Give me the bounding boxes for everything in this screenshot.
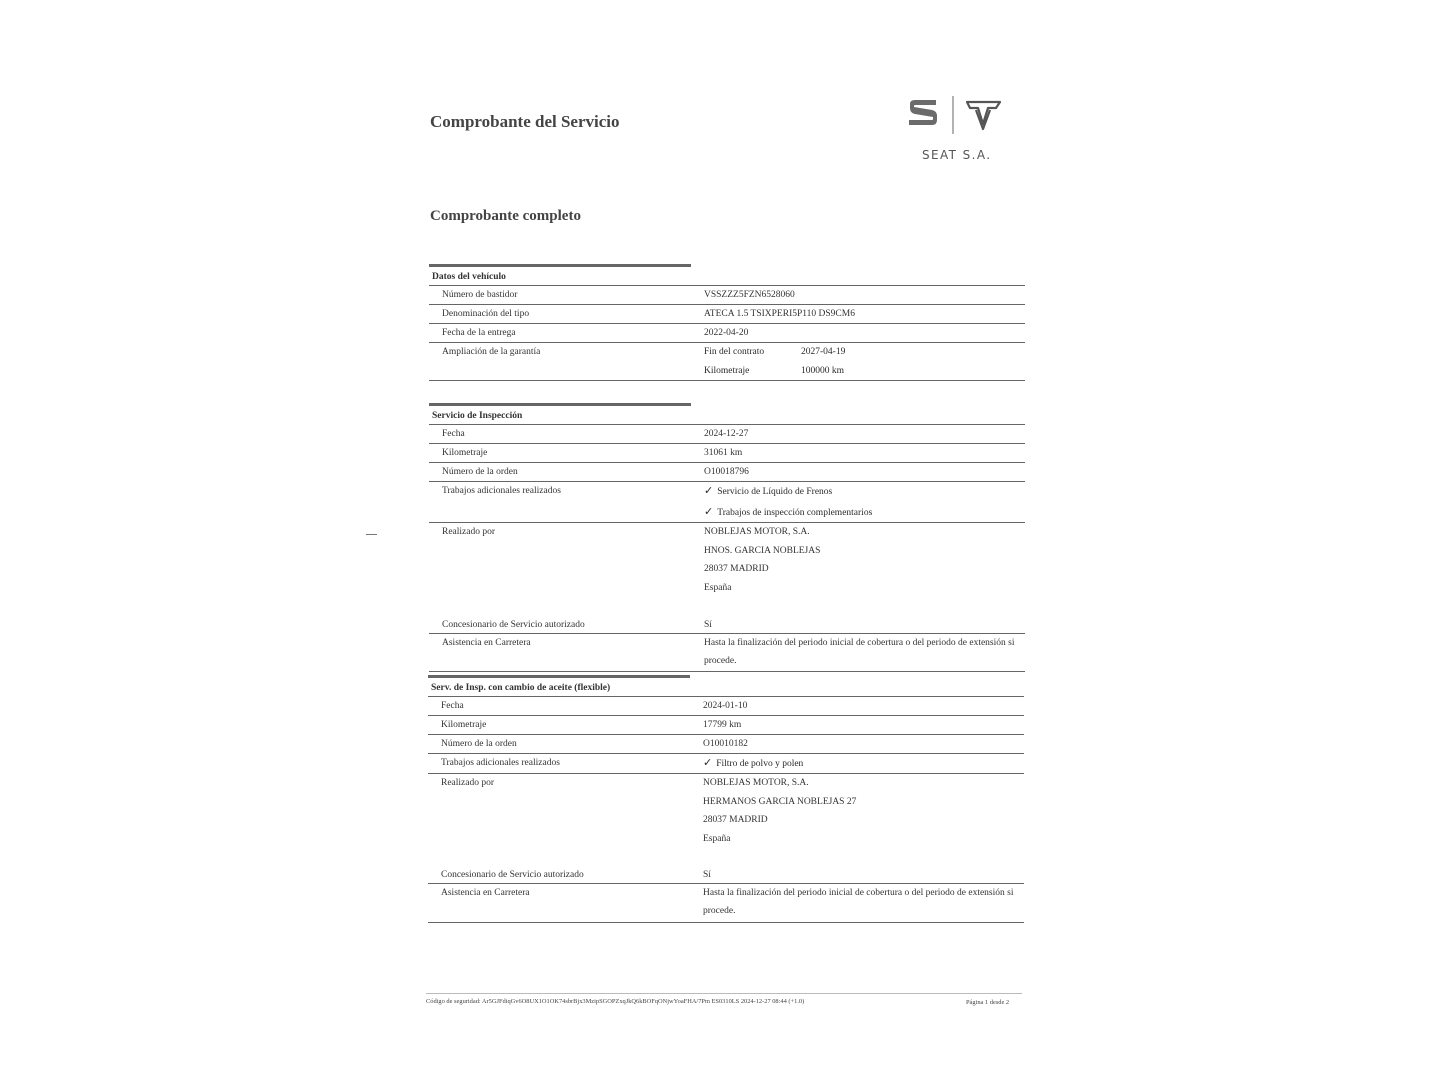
table-row <box>429 523 1025 616</box>
row-label: Realizado por <box>441 778 495 788</box>
address-line: 28037 MADRID <box>704 564 769 575</box>
table-row <box>429 343 1025 381</box>
km-value: 17799 km <box>703 720 742 730</box>
type-value: ATECA 1.5 TSIXPERI5P110 DS9CM6 <box>704 309 855 319</box>
list-item <box>704 484 1025 505</box>
address-line: España <box>703 834 731 845</box>
table-row <box>429 425 1025 444</box>
security-code: Código de seguridad: Ar5GJFdiqGv6O8UX1O1OK74sbrBjx3MzipSGOPZxqJkQ6kBOFqONjwYoaFHA/7Pm ES0310LS 2024-12-27 08:44 (+1.0) <box>426 998 805 1005</box>
table-row <box>428 716 1024 735</box>
page-number: Página 1 desde 2 <box>966 999 1010 1006</box>
table-row <box>429 482 1025 523</box>
section-header <box>429 403 1025 425</box>
km-value: 31061 km <box>704 448 743 458</box>
table-row <box>429 463 1025 482</box>
vehicle-section <box>429 264 1025 381</box>
table-row <box>428 735 1024 754</box>
date-value: 2024-12-27 <box>704 429 749 439</box>
date-value: 2024-01-10 <box>703 701 748 711</box>
row-label: Kilometraje <box>441 720 487 730</box>
row-label: Asistencia en Carretera <box>441 888 530 898</box>
table-row <box>429 286 1025 305</box>
table-row <box>428 697 1024 716</box>
row-label: Fecha <box>441 701 464 711</box>
address-line: NOBLEJAS MOTOR, S.A. <box>703 778 809 788</box>
row-label: Ampliación de la garantía <box>442 347 541 357</box>
brand-name: SEAT S.A. <box>922 148 992 162</box>
row-label: Número de bastidor <box>442 290 518 300</box>
section-heading: Serv. de Insp. con cambio de aceite (flexible) <box>431 683 611 693</box>
order-value: O10010182 <box>703 739 748 749</box>
address-line: España <box>704 583 732 594</box>
mileage-label: Kilometraje <box>704 365 750 376</box>
check-icon: ✓ <box>704 484 714 497</box>
row-label: Concesionario de Servicio autorizado <box>441 870 584 880</box>
table-row <box>429 634 1025 672</box>
address-line: HERMANOS GARCIA NOBLEJAS 27 <box>703 796 857 807</box>
row-label: Número de la orden <box>442 467 518 477</box>
assist-value: Hasta la finalización del periodo inicial de cobertura o del periodo de extensión si procede. <box>704 638 1015 666</box>
row-label: Trabajos adicionales realizados <box>441 758 560 768</box>
dealer-value: Sí <box>704 620 712 630</box>
table-row <box>429 616 1025 634</box>
contract-end-value: 2027-04-19 <box>801 347 846 357</box>
dealer-value: Sí <box>703 870 711 880</box>
oil-service-section <box>428 675 1024 923</box>
order-value: O10018796 <box>704 467 749 477</box>
address-line: NOBLEJAS MOTOR, S.A. <box>704 527 810 537</box>
table-row <box>429 305 1025 324</box>
row-label: Concesionario de Servicio autorizado <box>442 620 585 630</box>
address-line: 28037 MADRID <box>703 815 768 826</box>
extra-work: Servicio de Líquido de Frenos <box>717 487 833 497</box>
extra-work: Filtro de polvo y polen <box>716 759 804 769</box>
footer-divider <box>426 993 1022 994</box>
cupra-logo-icon <box>967 102 1000 129</box>
check-icon: ✓ <box>704 504 714 518</box>
row-label: Fecha <box>442 429 465 439</box>
document-subtitle: Comprobante completo <box>430 208 581 224</box>
section-heading: Datos del vehículo <box>432 272 506 282</box>
table-row <box>429 444 1025 463</box>
inspection-section <box>429 403 1025 672</box>
table-row <box>428 884 1024 923</box>
check-icon: ✓ <box>703 756 713 769</box>
vin-value: VSSZZZ5FZN6528060 <box>704 290 795 300</box>
table-row <box>428 754 1024 774</box>
row-label: Número de la orden <box>441 739 517 749</box>
scan-mark <box>366 534 377 535</box>
mileage-value: 100000 km <box>801 365 845 376</box>
row-label: Realizado por <box>442 527 496 537</box>
row-label: Kilometraje <box>442 448 488 458</box>
extra-work: Trabajos de inspección complementarios <box>717 507 873 518</box>
section-heading: Servicio de Inspección <box>432 411 523 421</box>
row-label: Asistencia en Carretera <box>442 638 531 648</box>
table-row <box>428 774 1024 866</box>
seat-logo-icon <box>909 100 937 125</box>
section-header <box>429 264 1025 286</box>
table-row <box>429 324 1025 343</box>
contract-end-label: Fin del contrato <box>704 347 765 357</box>
list-item <box>704 505 1025 526</box>
row-label: Trabajos adicionales realizados <box>442 486 561 496</box>
assist-value: Hasta la finalización del periodo inicial de cobertura o del periodo de extensión si procede. <box>703 888 1014 916</box>
document-title: Comprobante del Servicio <box>430 112 620 131</box>
table-row <box>428 866 1024 884</box>
section-header <box>428 675 1024 697</box>
row-label: Denominación del tipo <box>442 309 530 319</box>
address-line: HNOS. GARCIA NOBLEJAS <box>704 545 821 556</box>
delivery-value: 2022-04-20 <box>704 328 749 338</box>
row-label: Fecha de la entrega <box>442 328 516 338</box>
